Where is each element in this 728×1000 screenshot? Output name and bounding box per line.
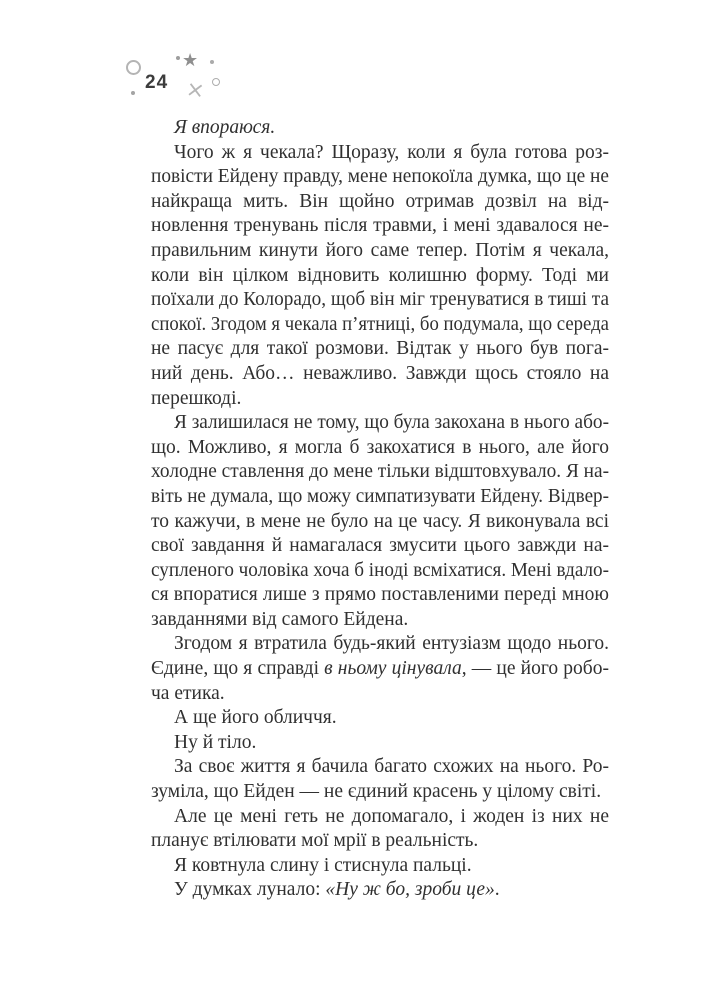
text-line: А ще його обличчя. — [174, 707, 337, 729]
text-line: перешкоді. — [151, 387, 242, 409]
text-line: зуміла, що Ейден — не єдиний красень у цілому світі. — [151, 781, 602, 803]
text-line: Єдине, що я справді в ньому цінувала, — це його робо- — [151, 658, 609, 680]
text-line: Згодом я втратила будь-який ентузіазм щодо нього. — [174, 633, 609, 655]
small-circle-outline-icon — [212, 78, 220, 86]
page-text — [151, 116, 609, 903]
text-line: планує втілювати мої мрії в реальність. — [151, 830, 479, 852]
star-icon: ★ — [182, 50, 199, 71]
text-line: ний день. Або… неважливо. Завжди щось стояло на — [151, 362, 609, 384]
text-line: що. Можливо, я могла б закохатися в нього, але його — [151, 436, 609, 458]
text-line: холодне ставлення до мене тільки відштовхувало. Я на- — [151, 461, 609, 483]
text-line: правильним кинути його саме тепер. Потім я чекала, — [151, 239, 609, 261]
text-line: завданнями від самого Ейдена. — [151, 608, 409, 630]
text-line: Чого ж я чекала? Щоразу, коли я була готова роз- — [174, 141, 609, 163]
text-line: найкраща мить. Він щойно отримав дозвіл на від- — [151, 190, 609, 212]
page-number: 24 — [145, 72, 169, 93]
text-line: поїхали до Колорадо, щоб він міг тренуватися в тиші та — [151, 289, 609, 311]
dot-icon — [176, 56, 180, 60]
text-line: супленого чоловіка хоча б іноді всміхатися. Мені вдало- — [151, 559, 609, 581]
text-line: Але це мені геть не допомагало, і жоден із них не — [174, 805, 609, 827]
text-line: віть не думала, що можу симпатизувати Ейдену. Відвер- — [151, 485, 609, 507]
text-line: ча етика. — [151, 682, 225, 704]
text-line: Ну й тіло. — [174, 731, 257, 753]
text-line: Я залишилася не тому, що була закохана в нього або- — [174, 412, 609, 434]
text-line: коли він цілком відновить колишню форму. Тоді ми — [151, 264, 609, 286]
text-line: спокої. Згодом я чекала п’ятниці, бо подумала, що середа — [151, 313, 609, 335]
dot-icon — [131, 91, 135, 95]
circle-outline-icon — [126, 60, 141, 75]
text-line: Я впораюся. — [174, 117, 276, 138]
text-line: не пасує для такої розмови. Відтак у нього був пога- — [151, 338, 609, 360]
cross-icon: × — [184, 76, 207, 105]
text-line: повісти Ейдену правду, мене непокоїла думка, що це не — [151, 166, 609, 188]
text-line: У думках лунало: «Ну ж бо, зроби це». — [174, 879, 500, 901]
text-line: За своє життя я бачила багато схожих на нього. Ро- — [174, 756, 609, 778]
text-line: Я ковтнула слину і стиснула пальці. — [174, 854, 472, 876]
text-line: ся впоратися лише з прямо поставленими переді мною — [151, 584, 609, 606]
text-line: свої завдання й намагалася змусити цього завжди на- — [151, 535, 609, 557]
text-line: новлення тренувань після травми, і мені здавалося не- — [151, 215, 609, 237]
text-line: то кажучи, в мене не було на це часу. Я виконувала всі — [151, 510, 609, 532]
dot-icon — [210, 60, 214, 64]
